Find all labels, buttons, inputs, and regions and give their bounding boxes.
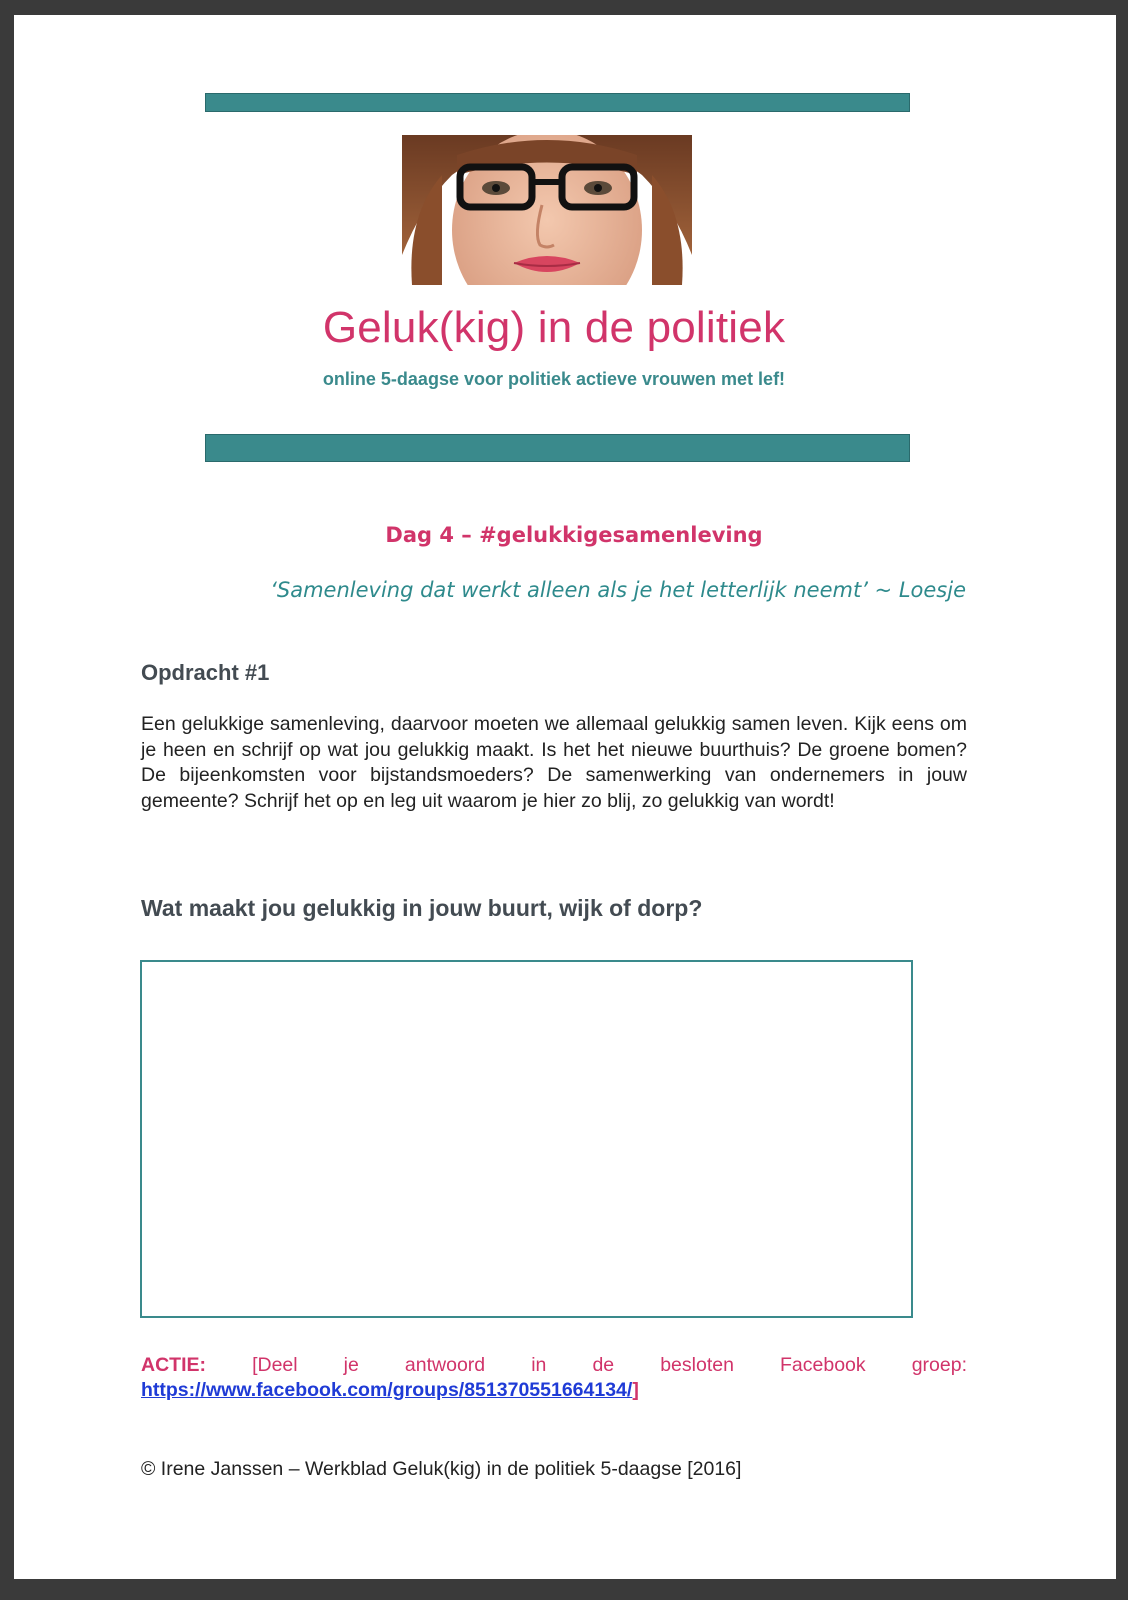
day-quote: ‘Samenleving dat werkt alleen als je het letterlijk neemt’ ~ Loesje [270, 578, 966, 602]
portrait-image [402, 135, 692, 285]
action-link-line [141, 1378, 967, 1403]
action-label: ACTIE: [141, 1354, 206, 1376]
action-word: antwoord [404, 1354, 486, 1376]
answer-box[interactable] [140, 960, 913, 1318]
action-word: de [592, 1354, 615, 1376]
portrait-illustration [402, 135, 692, 285]
document-page [14, 15, 1116, 1579]
header-band-top [205, 93, 910, 112]
action-word: groep: [911, 1354, 967, 1376]
action-word: in [531, 1354, 547, 1376]
action-block [141, 1353, 967, 1403]
assignment-heading: Opdracht #1 [141, 660, 270, 685]
assignment-body: Een gelukkige samenleving, daarvoor moeten we allemaal gelukkig samen leven. Kijk eens om je heen en schrijf op wat jou gelukkig maakt. Is het het nieuwe buurthuis? De groene bomen? De bijeenkomsten voor bijstandsmoeders? De samenwerking van ondernemers in jouw gemeente? Schrijf het op en leg uit waarom je hier zo blij, zo gelukkig van wordt! [141, 713, 967, 812]
header-band-bottom [205, 434, 910, 462]
action-word: Facebook [780, 1354, 866, 1376]
brand-subtitle: online 5-daagse voor politiek actieve vrouwen met lef! [322, 369, 786, 389]
assignment-question: Wat maakt jou gelukkig in jouw buurt, wijk of dorp? [141, 895, 703, 921]
action-word: je [343, 1354, 359, 1376]
action-word: besloten [660, 1354, 734, 1376]
action-word: [Deel [252, 1354, 298, 1376]
facebook-group-link[interactable]: https://www.facebook.com/groups/851370551664134/ [141, 1379, 633, 1401]
footer-copyright: © Irene Janssen – Werkblad Geluk(kig) in de politiek 5-daagse [2016] [141, 1458, 742, 1480]
action-closing-bracket: ] [632, 1379, 639, 1401]
brand-title: Geluk(kig) in de politiek [322, 303, 786, 352]
day-title: Dag 4 – #gelukkigesamenleving [385, 523, 763, 547]
action-line [141, 1353, 967, 1378]
